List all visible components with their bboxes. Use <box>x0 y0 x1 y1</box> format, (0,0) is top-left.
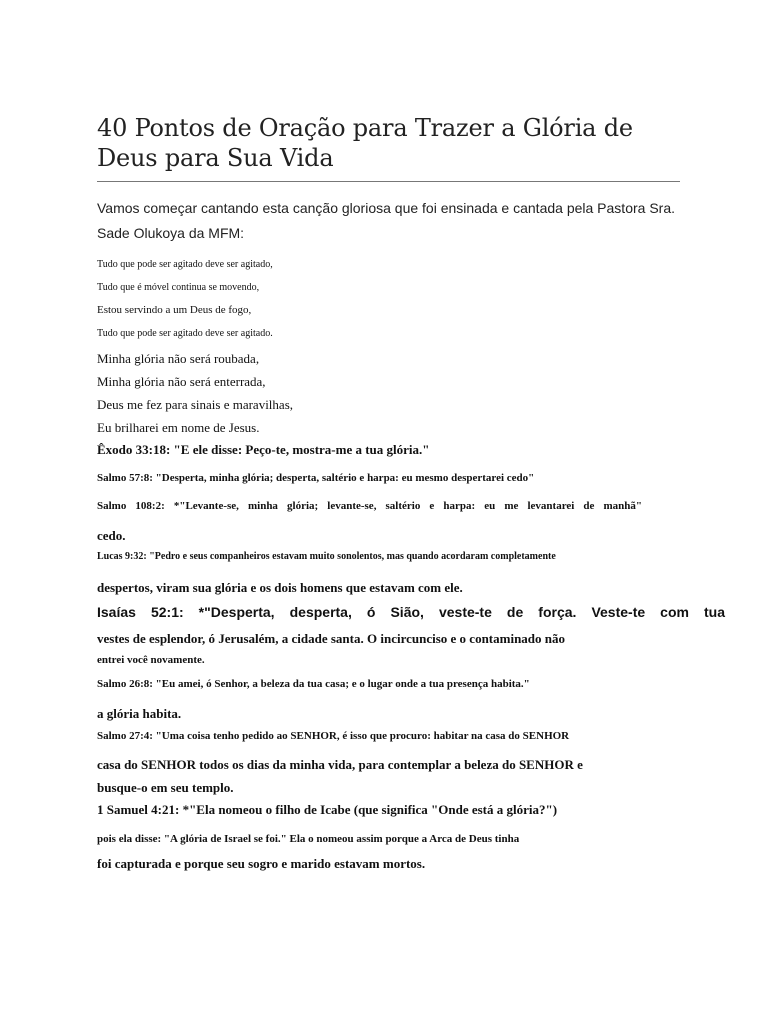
verse-line: Isaías 52:1: *"Desperta, desperta, ó Sião, veste-te de força. Veste-te com tua <box>97 604 725 620</box>
verse-line: entrei você novamente. <box>97 654 205 666</box>
page-title: 40 Pontos de Oração para Trazer a Glória de Deus para Sua Vida <box>97 114 633 172</box>
verse-line: Salmo 108:2: *"Levante-se, minha glória; levante-se, saltério e harpa: eu me levantarei de manhã" <box>97 500 642 512</box>
song-line: Minha glória não será roubada, <box>97 351 260 366</box>
verse-line: Salmo 26:8: "Eu amei, ó Senhor, a beleza da tua casa; e o lugar onde a tua presença habita." <box>97 678 530 690</box>
verse-line: a glória habita. <box>97 706 182 721</box>
verse-line: Lucas 9:32: "Pedro e seus companheiros estavam muito sonolentos, mas quando acordaram completamente <box>97 551 556 562</box>
verse-line: cedo. <box>97 528 126 543</box>
song-line: Minha glória não será enterrada, <box>97 374 266 389</box>
song-line: Tudo que pode ser agitado deve ser agitado. <box>97 328 273 339</box>
verse-line: vestes de esplendor, ó Jerusalém, a cidade santa. O incircunciso e o contaminado não <box>97 631 566 646</box>
song-line: Deus me fez para sinais e maravilhas, <box>97 397 294 412</box>
song-line: Tudo que é móvel continua se movendo, <box>97 282 260 293</box>
title-divider <box>97 181 680 182</box>
verse-line: casa do SENHOR todos os dias da minha vida, para contemplar a beleza do SENHOR e <box>97 757 583 772</box>
song-line: Tudo que pode ser agitado deve ser agitado, <box>97 259 273 270</box>
verse-line: pois ela disse: "A glória de Israel se foi." Ela o nomeou assim porque a Arca de Deus tinha <box>97 833 520 845</box>
verse-line: Salmo 27:4: "Uma coisa tenho pedido ao SENHOR, é isso que procuro: habitar na casa do SENHOR <box>97 730 570 742</box>
intro-paragraph: Vamos começar cantando esta canção gloriosa que foi ensinada e cantada pela Pastora Sra. Sade Olukoya da MFM: <box>97 200 675 241</box>
verse-line: 1 Samuel 4:21: *"Ela nomeou o filho de Icabe (que significa "Onde está a glória?") <box>97 802 558 817</box>
verse-line: Êxodo 33:18: "E ele disse: Peço-te, mostra-me a tua glória." <box>97 442 430 457</box>
song-line: Eu brilharei em nome de Jesus. <box>97 420 260 435</box>
verse-line: despertos, viram sua glória e os dois homens que estavam com ele. <box>97 580 463 595</box>
song-line: Estou servindo a um Deus de fogo, <box>97 304 252 316</box>
verse-line: Salmo 57:8: "Desperta, minha glória; desperta, saltério e harpa: eu mesmo despertarei cedo" <box>97 472 535 484</box>
verse-line: busque-o em seu templo. <box>97 780 234 795</box>
verse-line: foi capturada e porque seu sogro e marido estavam mortos. <box>97 856 426 871</box>
